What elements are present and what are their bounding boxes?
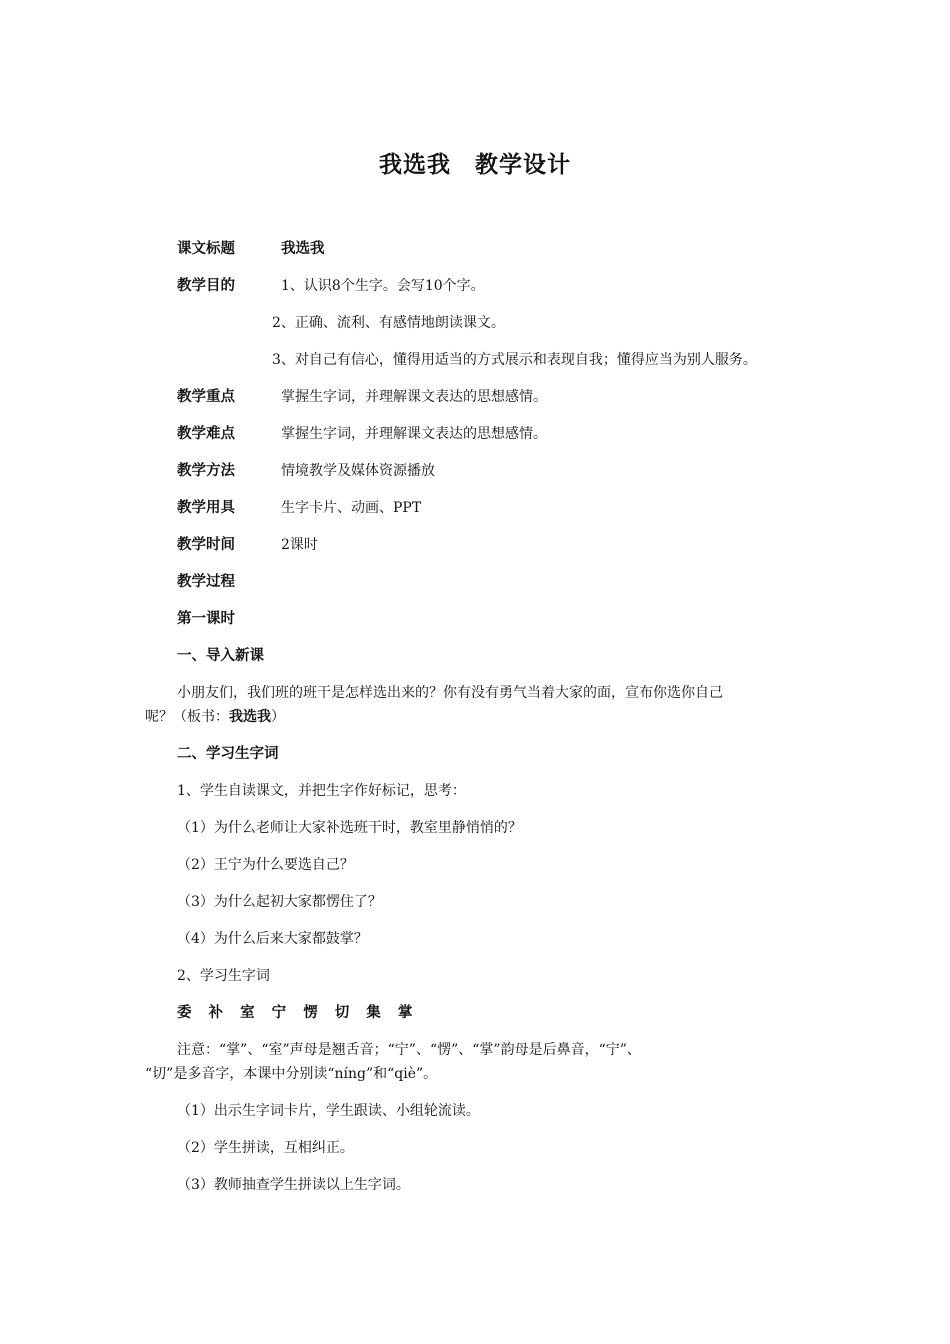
question-item: （1）为什么老师让大家补选班干时，教室里静悄悄的？: [177, 820, 522, 836]
field-value-time: 2课时: [281, 537, 318, 553]
question-item: （3）为什么起初大家都愣住了？: [177, 894, 382, 910]
section-heading-intro: 一、导入新课: [177, 648, 264, 664]
intro-paragraph-prefix: 呢？（板书：: [145, 709, 229, 725]
field-label-key-points: 教学重点: [177, 389, 235, 405]
pronunciation-note-line1: 注意：“掌”、“室”声母是翘舌音；“宁”、“愣”、“掌”韵母是后鼻音，“宁”、: [177, 1042, 641, 1058]
field-label-goals: 教学目的: [177, 278, 235, 294]
activity-item: （1）出示生字词卡片，学生跟读、小组轮流读。: [177, 1103, 480, 1119]
question-item: （4）为什么后来大家都鼓掌？: [177, 931, 368, 947]
activity-item: （3）教师抽查学生拼读以上生字词。: [177, 1177, 410, 1193]
field-value-tools: 生字卡片、动画、PPT: [281, 500, 422, 516]
field-label-title: 课文标题: [177, 241, 235, 257]
field-label-time: 教学时间: [177, 537, 235, 553]
new-characters: 委 补 室 宁 愣 切 集 掌: [177, 1005, 419, 1021]
section-heading-vocab: 二、学习生字词: [177, 746, 279, 762]
vocab-step-1: 1、学生自读课文，并把生字作好标记，思考：: [177, 783, 466, 799]
question-item: （2）王宁为什么要选自己？: [177, 857, 354, 873]
field-value-method: 情境教学及媒体资源播放: [281, 463, 435, 479]
lesson-heading: 第一课时: [177, 611, 235, 627]
field-label-tools: 教学用具: [177, 500, 235, 516]
intro-paragraph-line2: [145, 707, 285, 727]
goal-item-1: 1、认识8个生字。会写10个字。: [281, 278, 485, 294]
vocab-step-2: 2、学习生字词: [177, 968, 270, 984]
intro-paragraph-suffix: ）: [271, 709, 285, 725]
field-label-difficulties: 教学难点: [177, 426, 235, 442]
field-label-process: 教学过程: [177, 574, 235, 590]
goal-item-3: 3、对自己有信心，懂得用适当的方式展示和表现自我；懂得应当为别人服务。: [272, 352, 757, 368]
activity-item: （2）学生拼读，互相纠正。: [177, 1140, 354, 1156]
goal-item-2: 2、正确、流利、有感情地朗读课文。: [272, 315, 505, 331]
board-writing: 我选我: [229, 709, 271, 725]
field-value-difficulties: 掌握生字词，并理解课文表达的思想感情。: [281, 426, 547, 442]
field-label-method: 教学方法: [177, 463, 235, 479]
field-value-key-points: 掌握生字词，并理解课文表达的思想感情。: [281, 389, 547, 405]
pronunciation-note-line2: “切”是多音字，本课中分别读“níng”和“qiè”。: [145, 1066, 438, 1082]
field-value-title: 我选我: [281, 241, 325, 257]
intro-paragraph-line1: 小朋友们，我们班的班干是怎样选出来的？你有没有勇气当着大家的面，宣布你选你自己: [177, 685, 723, 701]
document-title: 我选我 教学设计: [379, 152, 571, 178]
